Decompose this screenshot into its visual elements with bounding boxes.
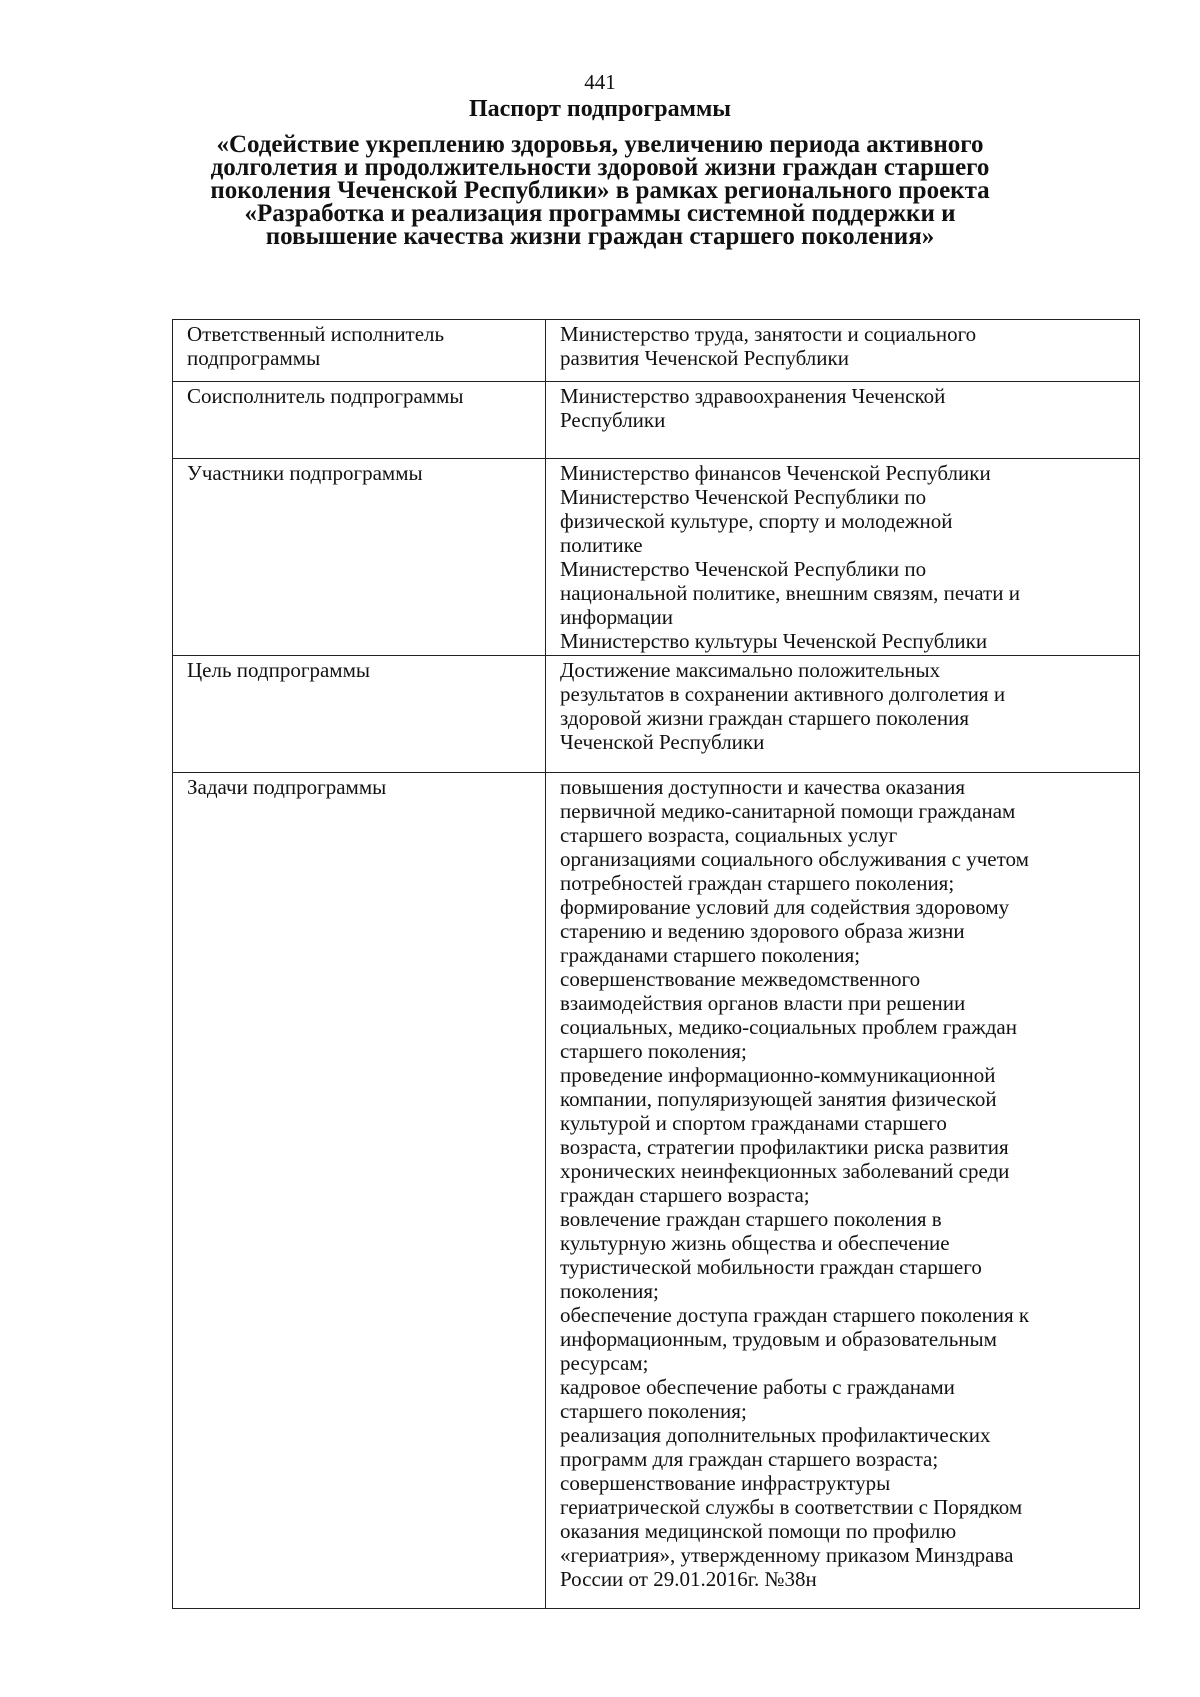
row-value-line: взаимодействия органов власти при решении <box>560 991 966 1015</box>
subtitle-line: повышение качества жизни граждан старшего поколения» <box>265 223 935 250</box>
row-value-cell <box>546 773 1140 1609</box>
row-value-line: старшего возраста, социальных услуг <box>560 823 898 847</box>
row-value-line: хронических неинфекционных заболеваний среди <box>560 1159 1010 1183</box>
row-value-line: программ для граждан старшего возраста; <box>560 1447 939 1471</box>
row-value-line: культурой и спортом гражданами старшего <box>560 1111 947 1135</box>
row-label-line: подпрограммы <box>187 346 321 370</box>
row-value-line: Министерство здравоохранения Чеченской <box>560 384 946 408</box>
row-value-line: организациями социального обслуживания с учетом <box>560 847 1029 871</box>
row-value-line: политике <box>560 533 643 557</box>
row-value-line: гражданами старшего поколения; <box>560 943 861 967</box>
row-value-line: социальных, медико-социальных проблем граждан <box>560 1015 1017 1039</box>
row-value-line: граждан старшего возраста; <box>560 1183 810 1207</box>
row-value-line: повышения доступности и качества оказания <box>560 775 965 799</box>
row-value-cell <box>546 656 1140 773</box>
table-row <box>173 773 1140 1609</box>
row-value-line: проведение информационно-коммуникационной <box>560 1063 996 1087</box>
row-label-cell <box>173 773 546 1609</box>
subtitle-line: «Разработка и реализация программы системной поддержки и <box>244 200 956 227</box>
subtitle-line: поколения Чеченской Республики» в рамках регионального проекта <box>210 177 990 204</box>
row-value-line: первичной медико-санитарной помощи гражданам <box>560 799 1016 823</box>
row-value-line: здоровой жизни граждан старшего поколения <box>560 706 970 730</box>
row-value-line: возраста, стратегии профилактики риска развития <box>560 1135 1009 1159</box>
passport-table <box>172 319 1140 1609</box>
row-value-line: физической культуре, спорту и молодежной <box>560 509 953 533</box>
row-value-line: результатов в сохранении активного долголетия и <box>560 682 1006 706</box>
row-value-line: компании, популяризующей занятия физической <box>560 1087 997 1111</box>
row-label-cell <box>173 459 546 656</box>
row-value-line: обеспечение доступа граждан старшего поколения к <box>560 1303 1030 1327</box>
document-subtitle <box>150 133 1050 248</box>
table-row <box>173 656 1140 773</box>
row-value-line: ресурсам; <box>560 1351 649 1375</box>
row-value-line: старшего поколения; <box>560 1039 747 1063</box>
row-value-line: Министерство труда, занятости и социального <box>560 322 977 346</box>
row-value-line: туристической мобильности граждан старшего <box>560 1255 982 1279</box>
row-label-cell <box>173 320 546 382</box>
subtitle-line: долголетия и продолжительности здоровой жизни граждан старшего <box>210 154 990 181</box>
row-value-line: старшего поколения; <box>560 1399 747 1423</box>
row-value-line: культурную жизнь общества и обеспечение <box>560 1231 950 1255</box>
row-value-line: поколения; <box>560 1279 659 1303</box>
row-value-line: России от 29.01.2016г. №38н <box>560 1567 817 1591</box>
table-row <box>173 320 1140 382</box>
row-value-line: «гериатрия», утвержденному приказом Минздрава <box>560 1543 1014 1567</box>
subtitle-line: «Содействие укреплению здоровья, увеличению периода активного <box>216 131 984 158</box>
row-label-line: Участники подпрограммы <box>187 461 423 485</box>
row-label-line: Ответственный исполнитель <box>187 322 445 346</box>
row-value-line: Министерство культуры Чеченской Республики <box>560 629 988 653</box>
row-label-line: Цель подпрограммы <box>187 658 370 682</box>
row-value-line: Чеченской Республики <box>560 730 765 754</box>
row-value-line: формирование условий для содействия здоровому <box>560 895 1010 919</box>
row-value-line: национальной политике, внешним связям, печати и <box>560 581 1020 605</box>
row-label-cell <box>173 382 546 459</box>
page-number: 441 <box>584 70 616 94</box>
row-value-line: Достижение максимально положительных <box>560 658 941 682</box>
row-value-cell <box>546 382 1140 459</box>
document-title: Паспорт подпрограммы <box>468 96 732 122</box>
row-value-line: информации <box>560 605 673 629</box>
row-label-line: Соисполнитель подпрограммы <box>187 384 464 408</box>
row-label-line: Задачи подпрограммы <box>187 775 387 799</box>
row-value-line: информационным, трудовым и образовательным <box>560 1327 997 1351</box>
row-value-line: Министерство Чеченской Республики по <box>560 485 927 509</box>
row-value-line: оказания медицинской помощи по профилю <box>560 1519 957 1543</box>
row-value-line: развития Чеченской Республики <box>560 346 849 370</box>
row-value-line: Министерство финансов Чеченской Республики <box>560 461 991 485</box>
passport-table-body <box>173 320 1140 1609</box>
table-row <box>173 382 1140 459</box>
row-value-line: Республики <box>560 408 666 432</box>
row-value-line: реализация дополнительных профилактических <box>560 1423 991 1447</box>
row-value-line: совершенствование межведомственного <box>560 967 921 991</box>
row-value-line: совершенствование инфраструктуры <box>560 1471 891 1495</box>
row-label-cell <box>173 656 546 773</box>
row-value-cell <box>546 459 1140 656</box>
row-value-cell <box>546 320 1140 382</box>
row-value-line: кадровое обеспечение работы с гражданами <box>560 1375 955 1399</box>
row-value-line: вовлечение граждан старшего поколения в <box>560 1207 942 1231</box>
row-value-line: потребностей граждан старшего поколения; <box>560 871 955 895</box>
row-value-line: старению и ведению здорового образа жизни <box>560 919 965 943</box>
row-value-line: гериатрической службы в соответствии с Порядком <box>560 1495 1023 1519</box>
table-row <box>173 459 1140 656</box>
row-value-line: Министерство Чеченской Республики по <box>560 557 927 581</box>
